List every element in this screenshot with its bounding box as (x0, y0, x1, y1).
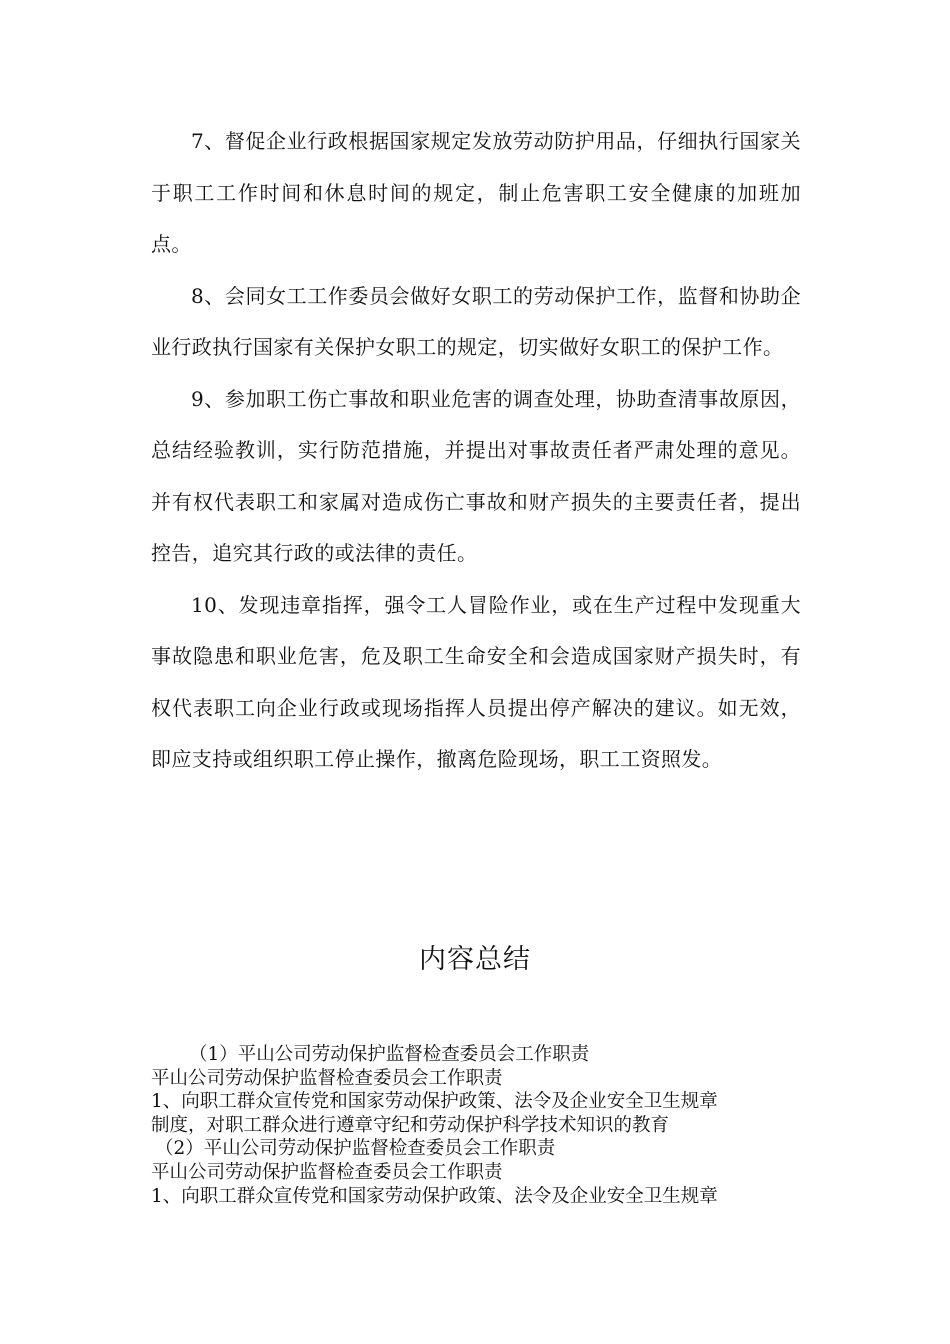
paragraph-item-10: 10、发现违章指挥，强令工人冒险作业，或在生产过程中发现重大事故隐患和职业危害，危及职工生命安全和会造成国家财产损失时，有权代表职工向企业行政或现场指挥人员提出停产解决的建议。如无效，即应支持或组织职工停止操作，撤离危险现场，职工工资照发。 (151, 592, 801, 771)
body-text (151, 116, 801, 786)
paragraph-item-8: 8、会同女工工作委员会做好女职工的劳动保护工作，监督和协助企业行政执行国家有关保护女职工的规定，切实做好女职工的保护工作。 (151, 283, 801, 359)
summary-section (151, 1043, 811, 1208)
summary-line: （2）平山公司劳动保护监督检查委员会工作职责 (155, 1138, 556, 1160)
summary-line: 平山公司劳动保护监督检查委员会工作职责 (151, 1067, 503, 1089)
summary-line: 制度，对职工群众进行遵章守纪和劳动保护科学技术知识的教育 (151, 1114, 670, 1136)
summary-line: 1、向职工群众宣传党和国家劳动保护政策、法令及企业安全卫生规章 (151, 1091, 718, 1113)
summary-line: 1、向职工群众宣传党和国家劳动保护政策、法令及企业安全卫生规章 (151, 1185, 718, 1207)
paragraph-item-9: 9、参加职工伤亡事故和职业危害的调查处理，协助查清事故原因，总结经验教训，实行防范措施，并提出对事故责任者严肃处理的意见。并有权代表职工和家属对造成伤亡事故和财产损失的主要责任者，提出控告，追究其行政的或法律的责任。 (151, 386, 801, 565)
summary-title: 内容总结 (419, 944, 531, 975)
summary-line: （1）平山公司劳动保护监督检查委员会工作职责 (189, 1044, 590, 1065)
summary-line: 平山公司劳动保护监督检查委员会工作职责 (151, 1161, 503, 1183)
paragraph-item-7: 7、督促企业行政根据国家规定发放劳动防护用品，仔细执行国家关于职工工作时间和休息时间的规定，制止危害职工安全健康的加班加点。 (151, 129, 801, 256)
